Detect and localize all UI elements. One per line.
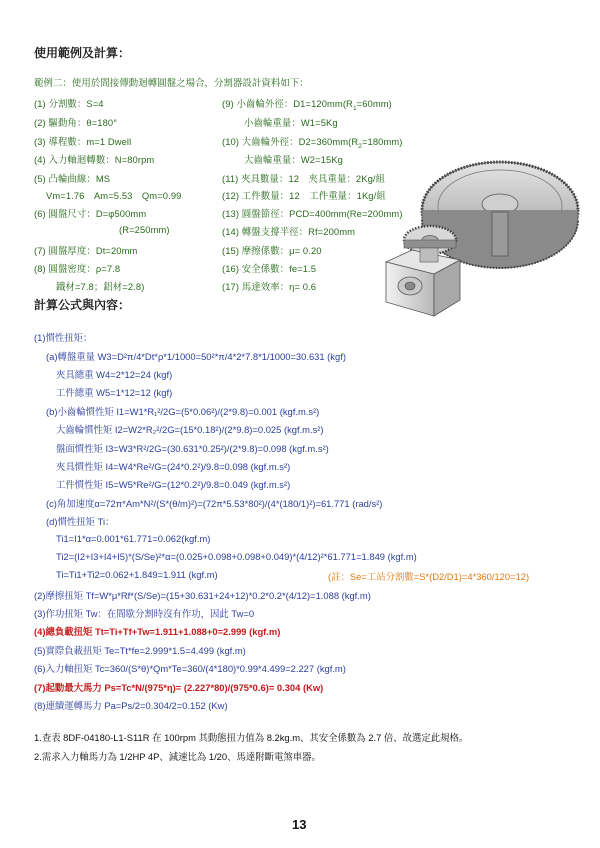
calc-1b-inertia-i1: (b)小齒輪慣性矩 I1=W1*R₁²/2G=(5*0.06²)/(2*9.8)=0.001 (kgf.m.s²) [46,406,320,417]
conclusion-line-1: 1.查表 8DF-04180-L1-S11R 在 100rpm 其動態扭力值為 8.2kg.m、其安全係數為 2.7 倍、故選定此規格。 [34,732,469,743]
param-12: (12) 工件數量：12 工件重量：1Kg/組 [222,190,386,201]
calc-3-work-torque: (3)作功扭矩 Tw：在間歇分割時沒有作功，因此 Tw=0 [34,608,255,619]
large-gear-icon [422,162,578,268]
param-3: (3) 導程數：m=1 Dwell [34,136,132,147]
calc-1a-disc-weight: (a)轉盤重量 W3=D²π/4*Dt*ρ*1/1000=50²*π/4*2*7.8*1/1000=30.631 (kgf) [46,351,346,362]
calc-1d-inertia-torque-ti: (d)慣性扭矩 Ti： [46,516,115,527]
param-8: (8) 圓盤密度：ρ=7.8 [34,263,121,274]
gear-indexer-illustration [380,140,586,320]
param-13: (13) 圓盤節徑：PCD=400mm(Re=200mm) [222,208,403,219]
calc-1b-inertia-i3: 盤面慣性矩 I3=W3*R²/2G=(30.631*0.25²)/(2*9.8)=0.098 (kgf.m.s²) [56,443,329,454]
calc-4-total-load-torque: (4)總負載扭矩 Tt=Ti+Tf+Tw=1.911+1.088+0=2.999 (kgf.m) [34,626,281,637]
param-5-values: Vm=1.76 Am=5.53 Qm=0.99 [46,190,182,201]
calc-1b-inertia-i2: 大齒輪慣性矩 I2=W2*R₂²/2G=(15*0.18²)/(2*9.8)=0.025 (kgf.m.s²) [56,424,324,435]
calc-1b-inertia-i4: 夾具慣性矩 I4=W4*Re²/G=(24*0.2²)/9.8=0.098 (kgf.m.s²) [56,461,291,472]
calc-8-continuous-power: (8)連續運轉馬力 Pa=Ps/2=0.304/2=0.152 (Kw) [34,700,228,711]
param-9-weight: 小齒輪重量：W1=5Kg [244,117,338,128]
param-2: (2) 驅動角：θ=180° [34,117,118,128]
param-8-note: 鐵材=7.8；鋁材=2.8) [56,281,145,292]
calc-note-se: (註：Se=工站分割數=S*(D2/D1)=4*360/120=12) [328,571,530,582]
calc-1d-ti-total: Ti=Ti1+Ti2=0.062+1.849=1.911 (kgf.m) [56,569,218,580]
param-6-radius: (R=250mm) [119,224,170,235]
param-9: (9) 小齒輪外徑：$D1=120mm(R_1=60mm)$ [222,98,392,112]
calc-1d-ti1: Ti1=I1*α=0.001*61.771=0.062(kgf.m) [56,533,211,544]
calc-2-friction-torque: (2)摩擦扭矩 Tf=W*μ*Rf*(S/Se)=(15+30.631+24+12)*0.2*0.2*(4/12)=1.088 (kgf.m) [34,590,371,601]
calc-1b-inertia-i5: 工件慣性矩 I5=W5*Re²/G=(12*0.2²)/9.8=0.049 (kgf.m.s²) [56,479,291,490]
section-title-formula: 計算公式與內容： [34,298,131,312]
param-5: (5) 凸輪曲線：MS [34,173,111,184]
param-1: (1) 分割數：S=4 [34,98,104,109]
calc-6-input-shaft-torque: (6)入力軸扭矩 Tc=360/(S*θ)*Qm*Te=360/(4*180)*0.99*4.499=2.227 (kgf.m) [34,663,346,674]
param-11: (11) 夾具數量：12 夾具重量：2Kg/組 [222,173,386,184]
param-16: (16) 安全係數：fe=1.5 [222,263,317,274]
param-17: (17) 馬達效率：η= 0.6 [222,281,317,292]
param-14: (14) 轉盤支撐半徑：Rf=200mm [222,226,356,237]
param-6: (6) 圓盤尺寸：D=φ500mm [34,208,147,219]
calc-5-actual-load-torque: (5)實際負載扭矩 Te=Tt*fe=2.999*1.5=4.499 (kgf.m) [34,645,246,656]
calc-1a-workpiece-weight: 工件總重 W5=1*12=12 (kgf) [56,387,173,398]
page-number: 13 [292,817,307,832]
param-10-weight: 大齒輪重量：W2=15Kg [244,154,343,165]
calc-1-inertia-torque: (1)慣性扭矩： [34,332,93,343]
example-intro: 範例二：使用於間接傳動迴轉圓盤之場合，分割器設計資料如下： [34,77,309,88]
param-10: (10) 大齒輪外徑：$D2=360mm(R_2=180mm)$ [222,136,403,150]
param-7: (7) 圓盤厚度：Dt=20mm [34,245,138,256]
conclusion-line-2: 2.需求入力軸馬力為 1/2HP 4P、減速比為 1/20、馬達附斷電煞車器。 [34,751,321,762]
calc-7-max-start-power: (7)起動最大馬力 Ps=Tc*N/(975*η)= (2.227*80)/(975*0.6)= 0.304 (Kw) [34,682,324,693]
param-4: (4) 入力軸迴轉數：N=80rpm [34,154,155,165]
calc-1c-angular-acceleration: (c)角加速度α=72π*Am*N²/(S*(θ/m)²)=(72π*5.53*80²)/(4*(180/1)²)=61.771 (rad/s²) [46,498,383,509]
indexer-housing-icon [386,248,460,316]
param-15: (15) 摩擦係數：μ= 0.20 [222,245,322,256]
section-title-usage-example: 使用範例及計算： [34,46,131,60]
calc-1d-ti2: Ti2=(I2+I3+I4+I5)*(S/Se)²*α=(0.025+0.098+0.098+0.049)*(4/12)²*61.771=1.849 (kgf.m) [56,551,417,562]
calc-1a-fixture-weight: 夾具總重 W4=2*12=24 (kgf) [56,369,173,380]
